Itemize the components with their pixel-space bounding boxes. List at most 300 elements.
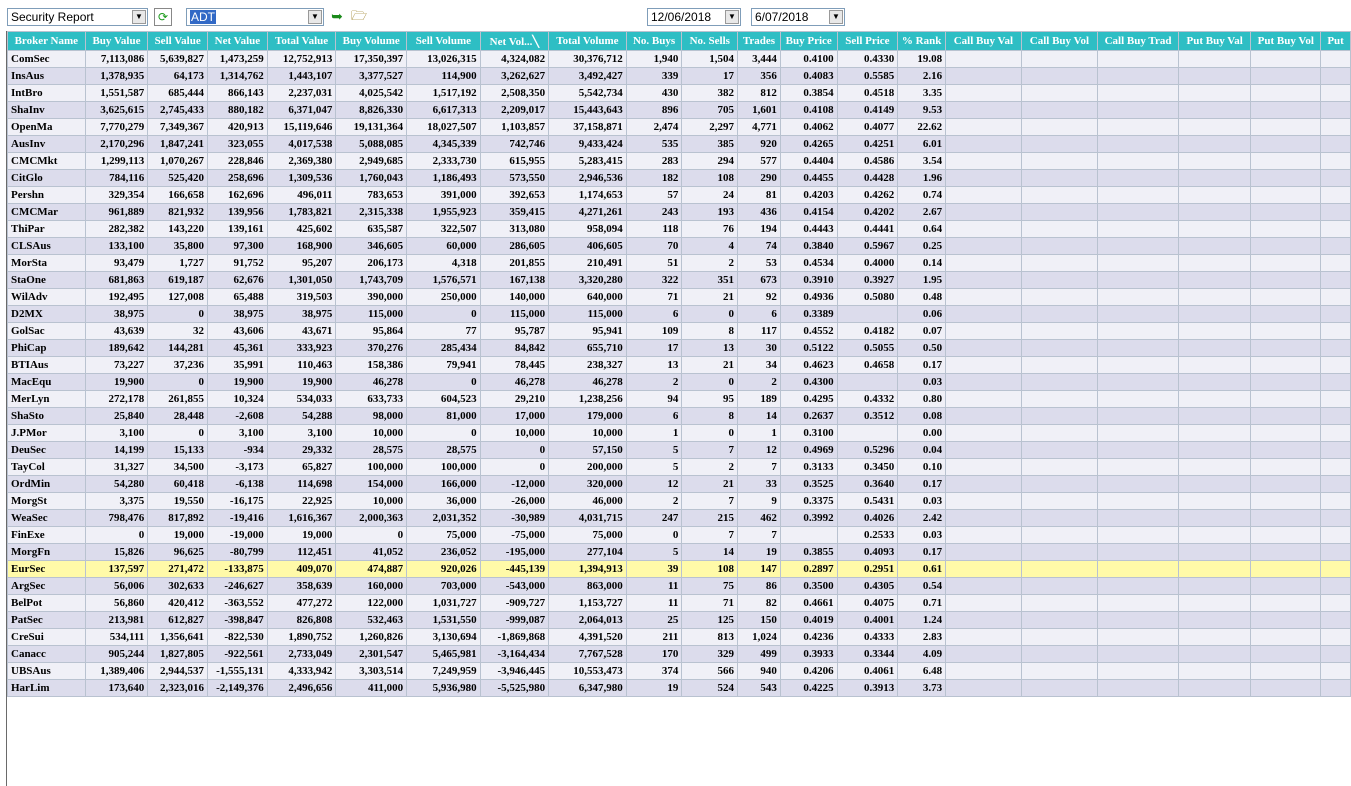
table-row[interactable] [8,85,1351,102]
table-cell [1321,595,1351,612]
table-cell: 19,000 [267,527,336,544]
table-cell [1321,272,1351,289]
table-row[interactable] [8,442,1351,459]
table-cell [1321,51,1351,68]
chevron-down-icon[interactable]: ▼ [308,10,322,24]
table-cell [1021,340,1098,357]
table-cell [1251,68,1321,85]
table-cell: 75,000 [407,527,481,544]
table-cell [1321,306,1351,323]
table-cell: 2,496,656 [267,680,336,697]
table-cell: 0.2533 [837,527,898,544]
table-cell [1178,255,1251,272]
table-cell: 0.3133 [780,459,837,476]
go-arrow-icon[interactable]: ➥ [331,8,343,24]
table-cell: 7 [738,459,781,476]
column-header[interactable]: No. Buys [626,32,682,51]
table-cell [1251,493,1321,510]
broker-name-cell: InsAus [8,68,86,85]
table-cell: 392,653 [480,187,549,204]
table-row[interactable] [8,153,1351,170]
table-cell: 95,787 [480,323,549,340]
table-cell [1321,170,1351,187]
table-row[interactable] [8,459,1351,476]
table-cell [1178,459,1251,476]
table-cell: 0.3450 [837,459,898,476]
broker-name-cell: OrdMin [8,476,86,493]
broker-name-cell: Canacc [8,646,86,663]
table-cell [946,391,1022,408]
table-row[interactable] [8,595,1351,612]
table-row[interactable] [8,238,1351,255]
chevron-down-icon[interactable]: ▼ [132,10,146,24]
table-row[interactable] [8,255,1351,272]
table-cell: 46,278 [549,374,627,391]
table-cell [1251,323,1321,340]
table-row[interactable] [8,544,1351,561]
table-cell: 370,276 [336,340,407,357]
broker-name-cell: BTIAus [8,357,86,374]
table-row[interactable] [8,340,1351,357]
table-cell: -5,525,980 [480,680,549,697]
table-row[interactable] [8,527,1351,544]
table-cell: 0.4083 [780,68,837,85]
table-cell [1251,680,1321,697]
table-cell: 0.4262 [837,187,898,204]
table-row[interactable] [8,680,1351,697]
table-row[interactable] [8,476,1351,493]
table-cell: 1,394,913 [549,561,627,578]
table-cell: 619,187 [148,272,208,289]
broker-grid[interactable] [7,31,1351,786]
table-cell: 19,550 [148,493,208,510]
table-cell: 14 [682,544,738,561]
table-cell: 0.4100 [780,51,837,68]
table-cell: 160,000 [336,578,407,595]
table-cell: 250,000 [407,289,481,306]
column-header[interactable]: Net Vol...╲ [480,32,549,51]
table-cell: 958,094 [549,221,627,238]
table-cell [1098,374,1179,391]
table-cell: 46,278 [480,374,549,391]
table-cell: 22,925 [267,493,336,510]
table-cell: 640,000 [549,289,627,306]
table-cell: 0.17 [898,544,946,561]
table-cell [1321,629,1351,646]
table-cell: 535 [626,136,682,153]
table-cell [1251,561,1321,578]
table-cell [1251,85,1321,102]
table-cell: 0.4518 [837,85,898,102]
table-cell: 17 [626,340,682,357]
table-row[interactable] [8,51,1351,68]
table-cell [1098,425,1179,442]
table-row[interactable] [8,204,1351,221]
column-header[interactable]: Buy Value [85,32,148,51]
column-header[interactable]: Total Volume [549,32,627,51]
column-header[interactable]: Total Value [267,32,336,51]
table-cell [1251,408,1321,425]
table-cell [946,578,1022,595]
table-row[interactable] [8,102,1351,119]
table-cell [1321,187,1351,204]
refresh-icon[interactable]: ⟳ [154,8,172,26]
table-cell: 0.4075 [837,595,898,612]
table-cell [1098,510,1179,527]
column-header[interactable]: Call Buy Val [946,32,1022,51]
column-header[interactable]: No. Sells [682,32,738,51]
table-cell [946,51,1022,68]
table-cell [1251,204,1321,221]
table-cell [946,255,1022,272]
table-cell: 0.4295 [780,391,837,408]
table-cell: 272,178 [85,391,148,408]
table-cell: 62,676 [207,272,267,289]
broker-table [7,31,1351,697]
table-cell: 5 [626,442,682,459]
table-cell: 705 [682,102,738,119]
table-row[interactable] [8,306,1351,323]
table-cell [1178,170,1251,187]
table-cell: 0.4203 [780,187,837,204]
table-cell: 0.07 [898,323,946,340]
table-cell [1098,85,1179,102]
table-cell [1321,68,1351,85]
table-cell: 65,827 [267,459,336,476]
table-row[interactable] [8,578,1351,595]
table-cell [1021,680,1098,697]
column-header[interactable]: Net Value [207,32,267,51]
table-cell [1021,221,1098,238]
table-cell [1321,357,1351,374]
table-cell: 0.04 [898,442,946,459]
table-row[interactable] [8,408,1351,425]
table-row[interactable] [8,272,1351,289]
column-header[interactable]: Broker Name [8,32,86,51]
table-cell [1321,442,1351,459]
table-cell: 277,104 [549,544,627,561]
table-cell: 0.4265 [780,136,837,153]
broker-name-cell: WilAdv [8,289,86,306]
table-cell: 420,913 [207,119,267,136]
broker-name-cell: ArgSec [8,578,86,595]
table-cell: 143,220 [148,221,208,238]
table-cell: 0.4623 [780,357,837,374]
table-cell [946,476,1022,493]
table-cell [1021,238,1098,255]
table-cell [1178,119,1251,136]
table-cell [946,663,1022,680]
table-cell [1321,510,1351,527]
table-cell [1251,629,1321,646]
table-cell: 12 [738,442,781,459]
table-cell: 2,301,547 [336,646,407,663]
table-cell: 3,375 [85,493,148,510]
left-border [0,31,7,786]
table-row[interactable] [8,374,1351,391]
table-cell: -133,875 [207,561,267,578]
table-cell: 19.08 [898,51,946,68]
table-cell: 57,150 [549,442,627,459]
table-cell [1021,204,1098,221]
table-row[interactable] [8,289,1351,306]
table-cell: 0.4077 [837,119,898,136]
table-cell: 385 [682,136,738,153]
table-cell: 406,605 [549,238,627,255]
table-cell: 81 [738,187,781,204]
table-cell [946,612,1022,629]
table-row[interactable] [8,187,1351,204]
table-cell: 115,000 [336,306,407,323]
table-cell: 566 [682,663,738,680]
table-cell: 97,300 [207,238,267,255]
table-row[interactable] [8,68,1351,85]
table-cell: 73,227 [85,357,148,374]
table-cell [1321,646,1351,663]
table-cell [1321,493,1351,510]
table-cell: -999,087 [480,612,549,629]
table-cell: 703,000 [407,578,481,595]
table-cell: 8 [682,408,738,425]
table-row[interactable] [8,221,1351,238]
table-cell: 3,130,694 [407,629,481,646]
table-cell: 742,746 [480,136,549,153]
table-cell [1251,170,1321,187]
table-cell [1178,510,1251,527]
table-cell: 77 [407,323,481,340]
table-cell: 9,433,424 [549,136,627,153]
table-cell: 285,434 [407,340,481,357]
table-cell: 261,855 [148,391,208,408]
table-cell: 30,376,712 [549,51,627,68]
table-row[interactable] [8,391,1351,408]
table-cell: 0.50 [898,340,946,357]
table-cell: 0.3933 [780,646,837,663]
table-cell: 2,733,049 [267,646,336,663]
table-cell: 2,946,536 [549,170,627,187]
chevron-down-icon[interactable]: ▼ [829,10,843,24]
table-cell: 194 [738,221,781,238]
table-row[interactable] [8,425,1351,442]
report-select[interactable] [7,8,148,26]
table-cell: 322 [626,272,682,289]
table-row[interactable] [8,323,1351,340]
column-header[interactable]: Call Buy Trad [1098,32,1179,51]
table-cell: 125 [682,612,738,629]
table-row[interactable] [8,510,1351,527]
table-row[interactable] [8,493,1351,510]
table-row[interactable] [8,357,1351,374]
table-cell [946,340,1022,357]
table-cell: 0.00 [898,425,946,442]
table-cell [1098,680,1179,697]
table-cell [1251,153,1321,170]
table-cell: 22.62 [898,119,946,136]
column-header[interactable]: % Rank [898,32,946,51]
table-cell: 409,070 [267,561,336,578]
table-cell: -19,000 [207,527,267,544]
table-cell [1021,408,1098,425]
table-cell [1098,408,1179,425]
table-cell [946,646,1022,663]
table-row[interactable] [8,629,1351,646]
table-cell: 524 [682,680,738,697]
table-cell [1021,272,1098,289]
table-cell: 2,237,031 [267,85,336,102]
chevron-down-icon[interactable]: ▼ [725,10,739,24]
table-cell: 0.5122 [780,340,837,357]
table-cell: 60,418 [148,476,208,493]
table-cell: -363,552 [207,595,267,612]
table-cell: 0.3389 [780,306,837,323]
table-cell: 70 [626,238,682,255]
table-cell: 5 [626,459,682,476]
table-cell: 1,378,935 [85,68,148,85]
column-header[interactable]: Call Buy Vol [1021,32,1098,51]
table-cell: 4,031,715 [549,510,627,527]
table-cell: 1,727 [148,255,208,272]
table-cell: -3,173 [207,459,267,476]
table-cell: 4,025,542 [336,85,407,102]
date-to-picker[interactable] [751,8,845,26]
table-cell: 7 [682,442,738,459]
table-cell: 18,027,507 [407,119,481,136]
table-cell [946,272,1022,289]
table-cell: 0.3854 [780,85,837,102]
table-cell: 43,671 [267,323,336,340]
column-header[interactable]: Buy Price [780,32,837,51]
table-cell [1178,374,1251,391]
column-header[interactable]: Put Buy Val [1178,32,1251,51]
table-row[interactable] [8,612,1351,629]
table-cell: 162,696 [207,187,267,204]
table-cell: 1,238,256 [549,391,627,408]
table-cell: 1,024 [738,629,781,646]
table-cell: 0.06 [898,306,946,323]
table-cell [1321,561,1351,578]
table-cell [1251,272,1321,289]
table-cell: 1,103,857 [480,119,549,136]
table-cell [1098,187,1179,204]
table-cell: 65,488 [207,289,267,306]
table-cell [1098,357,1179,374]
table-cell: 817,892 [148,510,208,527]
table-row[interactable] [8,646,1351,663]
security-select[interactable] [186,8,324,26]
table-cell: 112,451 [267,544,336,561]
table-cell: 100,000 [336,459,407,476]
table-cell [1251,510,1321,527]
table-row[interactable] [8,136,1351,153]
table-cell [1021,578,1098,595]
table-cell: 10,324 [207,391,267,408]
table-cell: 374 [626,663,682,680]
table-cell: 6,617,313 [407,102,481,119]
table-cell: 108 [682,170,738,187]
table-cell: 685,444 [148,85,208,102]
table-cell: 496,011 [267,187,336,204]
column-header[interactable]: Put [1321,32,1351,51]
column-header[interactable]: Trades [738,32,781,51]
table-cell: 0.64 [898,221,946,238]
table-cell: 4,771 [738,119,781,136]
table-cell [946,323,1022,340]
column-header[interactable]: Sell Value [148,32,208,51]
column-header[interactable]: Sell Price [837,32,898,51]
broker-name-cell: UBSAus [8,663,86,680]
column-header[interactable]: Sell Volume [407,32,481,51]
table-row[interactable] [8,170,1351,187]
table-cell [946,238,1022,255]
table-cell: 2,170,296 [85,136,148,153]
column-header[interactable]: Put Buy Vol [1251,32,1321,51]
table-cell: 19 [626,680,682,697]
date-from-picker[interactable] [647,8,741,26]
table-row[interactable] [8,561,1351,578]
table-cell: 6 [626,408,682,425]
table-cell: 920 [738,136,781,153]
table-cell: 0.4305 [837,578,898,595]
table-cell: 144,281 [148,340,208,357]
table-cell: 5,639,827 [148,51,208,68]
table-cell: 826,808 [267,612,336,629]
table-cell [946,136,1022,153]
table-cell [1178,51,1251,68]
table-cell: 0 [682,306,738,323]
table-cell: 6,347,980 [549,680,627,697]
table-cell [837,306,898,323]
table-cell: 2.16 [898,68,946,85]
table-cell [1251,102,1321,119]
table-cell [1321,221,1351,238]
table-cell [1098,629,1179,646]
table-cell [946,425,1022,442]
table-cell: 1,955,923 [407,204,481,221]
broker-name-cell: ShaInv [8,102,86,119]
table-cell: 1,531,550 [407,612,481,629]
table-cell [1098,442,1179,459]
open-folder-icon[interactable]: 🗁 [350,8,368,23]
broker-name-cell: PhiCap [8,340,86,357]
table-cell: 13,026,315 [407,51,481,68]
table-cell: 15,826 [85,544,148,561]
table-cell: 74 [738,238,781,255]
security-select-value: ADT [191,10,215,24]
table-cell: 56,860 [85,595,148,612]
table-cell: 3,100 [267,425,336,442]
broker-name-cell: StaOne [8,272,86,289]
table-cell: 4.09 [898,646,946,663]
table-cell: 2,745,433 [148,102,208,119]
table-cell: 1,260,826 [336,629,407,646]
table-row[interactable] [8,119,1351,136]
table-cell: 189 [738,391,781,408]
table-cell [1021,374,1098,391]
table-cell: 294 [682,153,738,170]
table-cell [1321,289,1351,306]
table-cell: 118 [626,221,682,238]
table-cell [946,442,1022,459]
column-header[interactable]: Buy Volume [336,32,407,51]
table-row[interactable] [8,663,1351,680]
table-cell: -2,608 [207,408,267,425]
table-cell [1098,493,1179,510]
table-cell: 615,955 [480,153,549,170]
table-cell: 10,000 [549,425,627,442]
table-cell: 1,301,050 [267,272,336,289]
table-cell [946,510,1022,527]
table-cell: 86 [738,578,781,595]
